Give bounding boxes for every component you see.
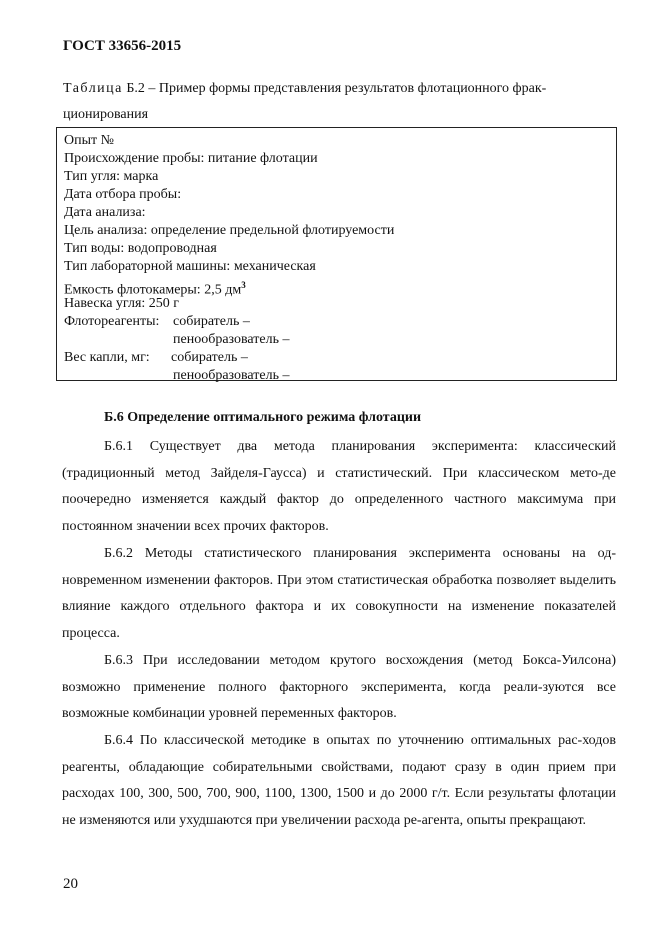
form-line-coal-type: Тип угля: марка: [64, 169, 159, 184]
form-line-analysis-goal: Цель анализа: определение предельной флотируемости: [64, 223, 395, 238]
form-table: [56, 127, 617, 381]
form-line-machine-type: Тип лабораторной машины: механическая: [64, 259, 316, 274]
table-caption: [63, 76, 618, 128]
form-line-origin: Происхождение пробы: питание флотации: [64, 151, 318, 166]
page-number: 20: [63, 876, 78, 892]
form-line-analysis-date: Дата анализа:: [64, 205, 146, 220]
standard-header: ГОСТ 33656-2015: [63, 38, 182, 54]
form-line-water-type: Тип воды: водопроводная: [64, 241, 217, 256]
form-line-reagents-frother: пенообразователь –: [173, 332, 290, 347]
cell-volume-text: Емкость флотокамеры: 2,5 дм: [64, 282, 242, 298]
cell-volume-exponent: 3: [241, 280, 246, 290]
paragraph-b62: Б.6.2 Методы статистического планирования эксперимента основаны на од-новременном изменении факторов. При этом статистическая обработка позволяет выделить влияние каждого отдельного фактора и их совокупности на изменение показателей процесса.: [62, 546, 616, 641]
section-heading: Б.6 Определение оптимального режима флотации: [104, 410, 422, 425]
table-caption-text: Б.2 – Пример формы представления результатов флотационного фрак-ционирования: [63, 81, 547, 122]
paragraph-b61: Б.6.1 Существует два метода планирования эксперимента: классический (традиционный метод Зайделя-Гаусса) и статистический. При классическом мето-де поочередно изменяется каждый фактор до определенного частного максимума при постоянном значении всех прочих факторов.: [62, 439, 616, 534]
form-line-drop-weight: [64, 349, 248, 367]
table-caption-word: Таблица: [63, 81, 123, 96]
form-line-sample-weight: Навеска угля: 250 г: [64, 296, 180, 311]
form-line-drop-frother: пенообразователь –: [173, 368, 290, 383]
drop-weight-label: Вес капли, мг:: [64, 350, 150, 365]
form-line-experiment: Опыт №: [64, 133, 114, 148]
reagents-label: Флотореагенты:: [64, 314, 160, 329]
drop-collector: собиратель –: [171, 350, 248, 365]
form-line-sampling-date: Дата отбора пробы:: [64, 187, 182, 202]
paragraph-b63: Б.6.3 При исследовании методом крутого восхождения (метод Бокса-Уилсона) возможно применение полного факторного эксперимента, когда реали-зуются все возможные комбинации уровней переменных факторов.: [62, 653, 616, 722]
paragraph-b64: Б.6.4 По классической методике в опытах по уточнению оптимальных рас-ходов реагенты, обладающие собирательными свойствами, подают сразу в один прием при расходах 100, 300, 500, 700, 900, 1100, 1300, 1500 и до 2000 г/т. Если результаты флотации не изменяются или ухудшаются при увеличении расхода ре-агента, опыты прекращают.: [62, 733, 616, 828]
form-line-reagents: [64, 313, 250, 331]
reagents-collector: собиратель –: [173, 314, 250, 329]
